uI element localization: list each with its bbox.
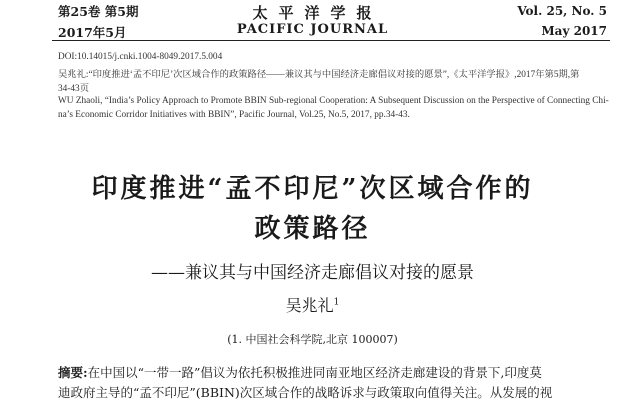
journal-title-en: PACIFIC JOURNAL [236,22,389,37]
article-title-line-1: 印度推进“孟不印尼”次区域合作的 [91,174,534,204]
citation-cn-line-2: 34-43页 [58,84,89,94]
article-title-line-2: 政策路径 [254,214,371,244]
author-affiliation-mark: 1 [333,297,340,308]
date-cn: 2017年5月 [58,25,127,40]
abstract-line-2: 迪政府主导的“孟不印尼”(BBIN)次区域合作的战略诉求与政策取向值得关注。从发展的视 [58,385,553,400]
author-affiliation: (1. 中国社会科学院,北京 100007) [227,333,398,346]
abstract-line-1 [58,363,542,381]
citation-en-line-1: WU Zhaoli, “India’s Policy Approach to Promote BBIN Sub-regional Cooperation: A Subsequent Discussion on the Perspective of Connecting Chi- [58,96,609,106]
author-name: 吴兆礼 [285,296,334,315]
abstract-text-1: 在中国以“一带一路”倡议为依托积极推进同南亚地区经济走廊建设的背景下,印度莫 [87,365,542,380]
volume-issue-cn: 第25卷 第5期 [58,4,139,19]
article-subtitle: ——兼议其与中国经济走廊倡议对接的愿景 [151,263,474,283]
author [0,293,625,316]
journal-title-cn: 太平洋学报 [252,4,383,22]
abstract-label: 摘要: [58,365,88,380]
citation-en-line-2: na’s Economic Corridor Initiatives with BBIN”, Pacific Journal, Vol.25, No.5, 2017, pp.34-43. [58,110,410,120]
header-rule [52,40,610,41]
date-en: May 2017 [541,24,607,38]
doi-line: DOI:10.14015/j.cnki.1004-8049.2017.5.004 [58,52,223,62]
citation-cn-line-1: 吴兆礼:“印度推进‘孟不印尼’次区域合作的政策路径——兼议其与中国经济走廊倡议对接的愿景”,《太平洋学报》,2017年第5期,第 [58,70,580,80]
volume-issue-en: Vol. 25, No. 5 [517,4,607,18]
